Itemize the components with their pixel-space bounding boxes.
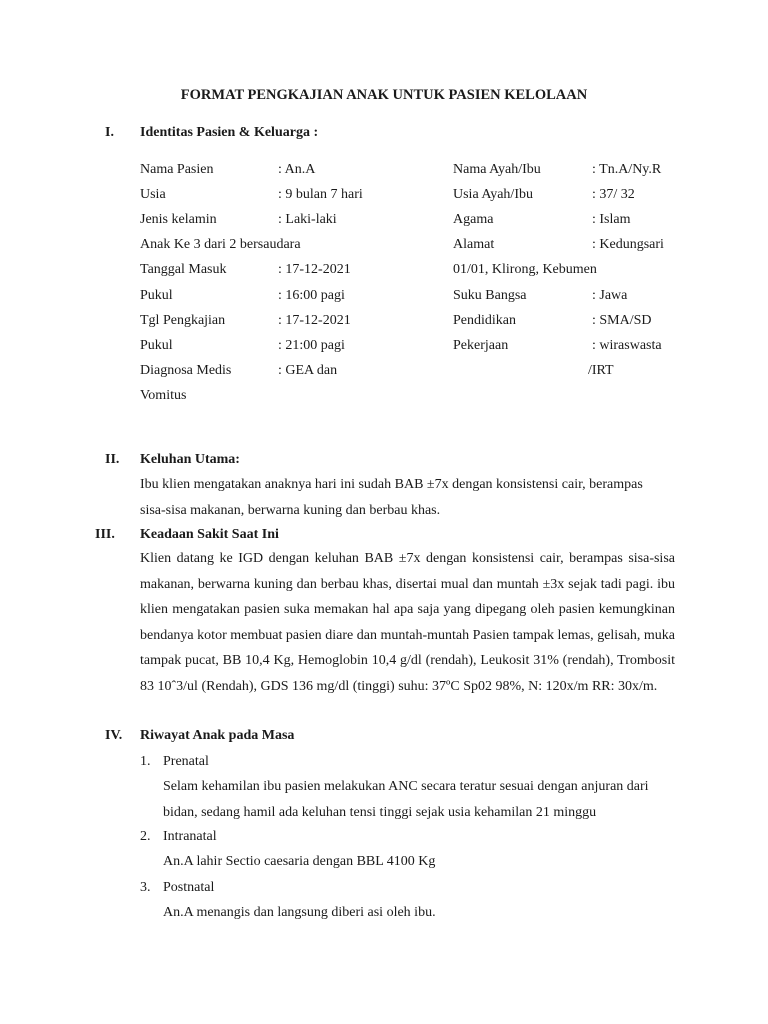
- field-value: : 37/ 32: [592, 187, 635, 202]
- field-label: Diagnosa Medis: [140, 363, 232, 378]
- list-item-text: Selam kehamilan ibu pasien melakukan ANC secara teratur sesuai dengan anjuran dari bidan, sedang hamil ada keluhan tensi tinggi sejak usia kehamilan 21 minggu: [163, 779, 649, 820]
- field-label: Tanggal Masuk: [140, 262, 227, 277]
- field-value: : SMA/SD: [592, 313, 652, 328]
- section-2-number: II.: [105, 452, 120, 467]
- field-value: : Kedungsari: [592, 237, 664, 252]
- field-label: Suku Bangsa: [453, 288, 527, 303]
- section-3-heading: Keadaan Sakit Saat Ini: [140, 527, 279, 542]
- field-label: Tgl Pengkajian: [140, 313, 226, 328]
- field-label: Nama Ayah/Ibu: [453, 162, 541, 177]
- section-4-number: IV.: [105, 728, 123, 743]
- field-label: Pendidikan: [453, 313, 516, 328]
- field-label: 01/01, Klirong, Kebumen: [453, 262, 597, 277]
- list-item-number: 2.: [140, 829, 151, 844]
- field-value: : An.A: [278, 162, 316, 177]
- field-label: Usia: [140, 187, 166, 202]
- field-value: : Islam: [592, 212, 631, 227]
- list-item-text: An.A lahir Sectio caesaria dengan BBL 4100 Kg: [163, 854, 436, 869]
- field-value: : 17-12-2021: [278, 262, 351, 277]
- field-value: : 17-12-2021: [278, 313, 351, 328]
- field-label: Pekerjaan: [453, 338, 509, 353]
- field-label: Pukul: [140, 288, 173, 303]
- section-2-text: Ibu klien mengatakan anaknya hari ini sudah BAB ±7x dengan konsistensi cair, berampas sisa-sisa makanan, berwarna kuning dan berbau khas.: [140, 477, 643, 518]
- field-value: : 16:00 pagi: [278, 288, 345, 303]
- section-2-heading: Keluhan Utama:: [140, 452, 240, 467]
- field-value: : 9 bulan 7 hari: [278, 187, 363, 202]
- section-1-heading: Identitas Pasien & Keluarga :: [140, 125, 319, 140]
- field-label: Usia Ayah/Ibu: [453, 187, 533, 202]
- field-value: : Laki-laki: [278, 212, 337, 227]
- field-label: Anak Ke 3 dari 2 bersaudara: [140, 237, 301, 252]
- field-value: : GEA dan: [278, 363, 338, 378]
- section-1-number: I.: [105, 125, 114, 140]
- list-item-title: Postnatal: [163, 880, 215, 895]
- list-item-text: An.A menangis dan langsung diberi asi oleh ibu.: [163, 905, 436, 920]
- section-3-text: Klien datang ke IGD dengan keluhan BAB ±7x dengan konsistensi cair, berampas sisa-sisa makanan, berwarna kuning dan berbau khas, disertai mual dan muntah ±3x sejak tadi pagi. ibu klien mengatakan pasien suka memakan hal apa saja yang dipegang oleh pasien kemungkinan bendanya kotor membuat pasien diare dan muntah-muntah Pasien tampak lemas, gelisah, muka tampak pucat, BB 10,4 Kg, Hemoglobin 10,4 g/dl (rendah), Leukosit 31% (rendah), Trombosit 83 10ˆ3/ul (Rendah), GDS 136 mg/dl (tinggi) suhu: 37ºC Sp02 98%, N: 120x/m RR: 30x/m.: [140, 551, 675, 694]
- field-label: Nama Pasien: [140, 162, 214, 177]
- field-label: Jenis kelamin: [140, 212, 217, 227]
- section-4-heading: Riwayat Anak pada Masa: [140, 728, 295, 743]
- list-item-number: 1.: [140, 754, 151, 769]
- list-item-title: Intranatal: [163, 829, 217, 844]
- list-item-title: Prenatal: [163, 754, 209, 769]
- field-label: Pukul: [140, 338, 173, 353]
- field-value: : Jawa: [592, 288, 628, 303]
- field-label: Vomitus: [140, 388, 187, 403]
- field-value: : Tn.A/Ny.R: [592, 162, 662, 177]
- field-value: : 21:00 pagi: [278, 338, 345, 353]
- field-label: Alamat: [453, 237, 495, 252]
- field-value: /IRT: [588, 363, 614, 378]
- field-label: Agama: [453, 212, 494, 227]
- section-3-number: III.: [95, 527, 115, 542]
- list-item-number: 3.: [140, 880, 151, 895]
- field-value: : wiraswasta: [592, 338, 662, 353]
- document-title: FORMAT PENGKAJIAN ANAK UNTUK PASIEN KELOLAAN: [180, 87, 588, 103]
